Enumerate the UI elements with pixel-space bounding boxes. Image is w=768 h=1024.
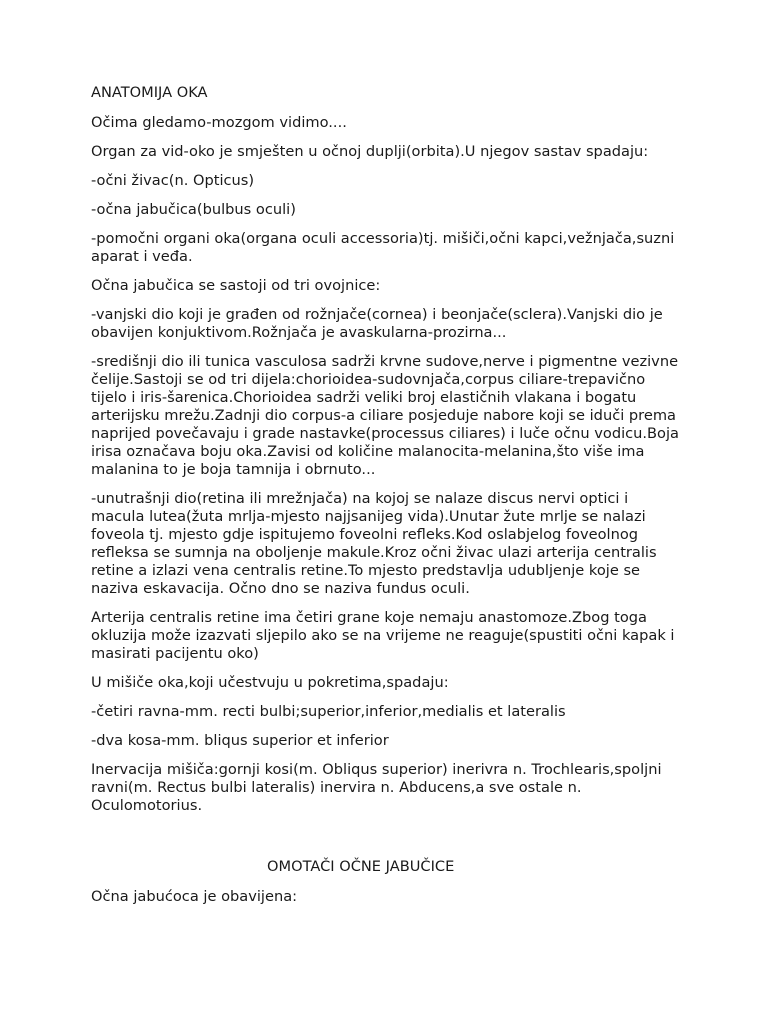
- list-item: -unutrašnji dio(retina ili mrežnjača) na kojoj se nalaze discus nervi optici i macula lutea(žuta mrlja-mjesto najjsanijeg vida).Unutar žute mrlje se nalazi foveola tj. mjesto gdje ispitujemo foveolni refleks.Kod oslabjelog foveolnog refleksa se sumnja na oboljenje makule.Kroz očni živac ulazi arterija centralis retine a izlazi vena centralis retine.To mjesto predstavlja udubljenje koje se naziva eskavacija. Očno dno se naziva fundus oculi.: [91, 490, 657, 597]
- paragraph: Arterija centralis retine ima četiri grane koje nemaju anastomoze.Zbog toga okluzija može izazvati sljepilo ako se na vrijeme ne reaguje(spustiti očni kapak i masirati pacijentu oko): [91, 609, 675, 662]
- document-title: ANATOMIJA OKA: [91, 84, 208, 101]
- paragraph: Inervacija mišiča:gornji kosi(m. Obliqus superior) inerivra n. Trochlearis,spoljni ravni(m. Rectus bulbi lateralis) inervira n. Abducens,a sve ostale n. Oculomotorius.: [91, 761, 662, 814]
- paragraph: Organ za vid-oko je smješten u očnoj duplji(orbita).U njegov sastav spadaju:: [91, 143, 649, 160]
- paragraph: Očna jabućoca je obavijena:: [91, 888, 298, 905]
- paragraph: Očna jabučica se sastoji od tri ovojnice:: [91, 277, 381, 294]
- paragraph: U mišiče oka,koji učestvuju u pokretima,spadaju:: [91, 674, 449, 691]
- document-body: [91, 84, 681, 917]
- list-item: -vanjski dio koji je građen od rožnjače(cornea) i beonjače(sclera).Vanjski dio je obavijen konjuktivom.Rožnjača je avaskularna-prozirna...: [91, 306, 663, 341]
- list-item: -očna jabučica(bulbus oculi): [91, 201, 296, 218]
- spacer: [91, 826, 681, 858]
- section-heading: OMOTAČI OČNE JABUČICE: [267, 858, 455, 875]
- list-item: -očni živac(n. Opticus): [91, 172, 255, 189]
- list-item: -četiri ravna-mm. recti bulbi;superior,inferior,medialis et lateralis: [91, 703, 566, 720]
- list-item: -dva kosa-mm. bliqus superior et inferior: [91, 732, 389, 749]
- paragraph: Očima gledamo-mozgom vidimo....: [91, 114, 347, 131]
- list-item: -pomočni organi oka(organa oculi accessoria)tj. mišiči,očni kapci,vežnjača,suzni aparat i veđa.: [91, 230, 675, 265]
- list-item: -središnji dio ili tunica vasculosa sadrži krvne sudove,nerve i pigmentne vezivne čelije.Sastoji se od tri dijela:chorioidea-sudovnjača,corpus ciliare-trepavično tijelo i iris-šarenica.Chorioidea sadrži veliki broj elastičnih vlakana i bogatu arterijsku mrežu.Zadnji dio corpus-a ciliare posjeduje nabore koji se iduči prema naprijed povečavaju i grade nastavke(processus ciliares) i luče očnu vodicu.Boja irisa označava boju oka.Zavisi od količine malanocita-melanina,što više ima malanina to je boja tamnija i obrnuto...: [91, 353, 679, 478]
